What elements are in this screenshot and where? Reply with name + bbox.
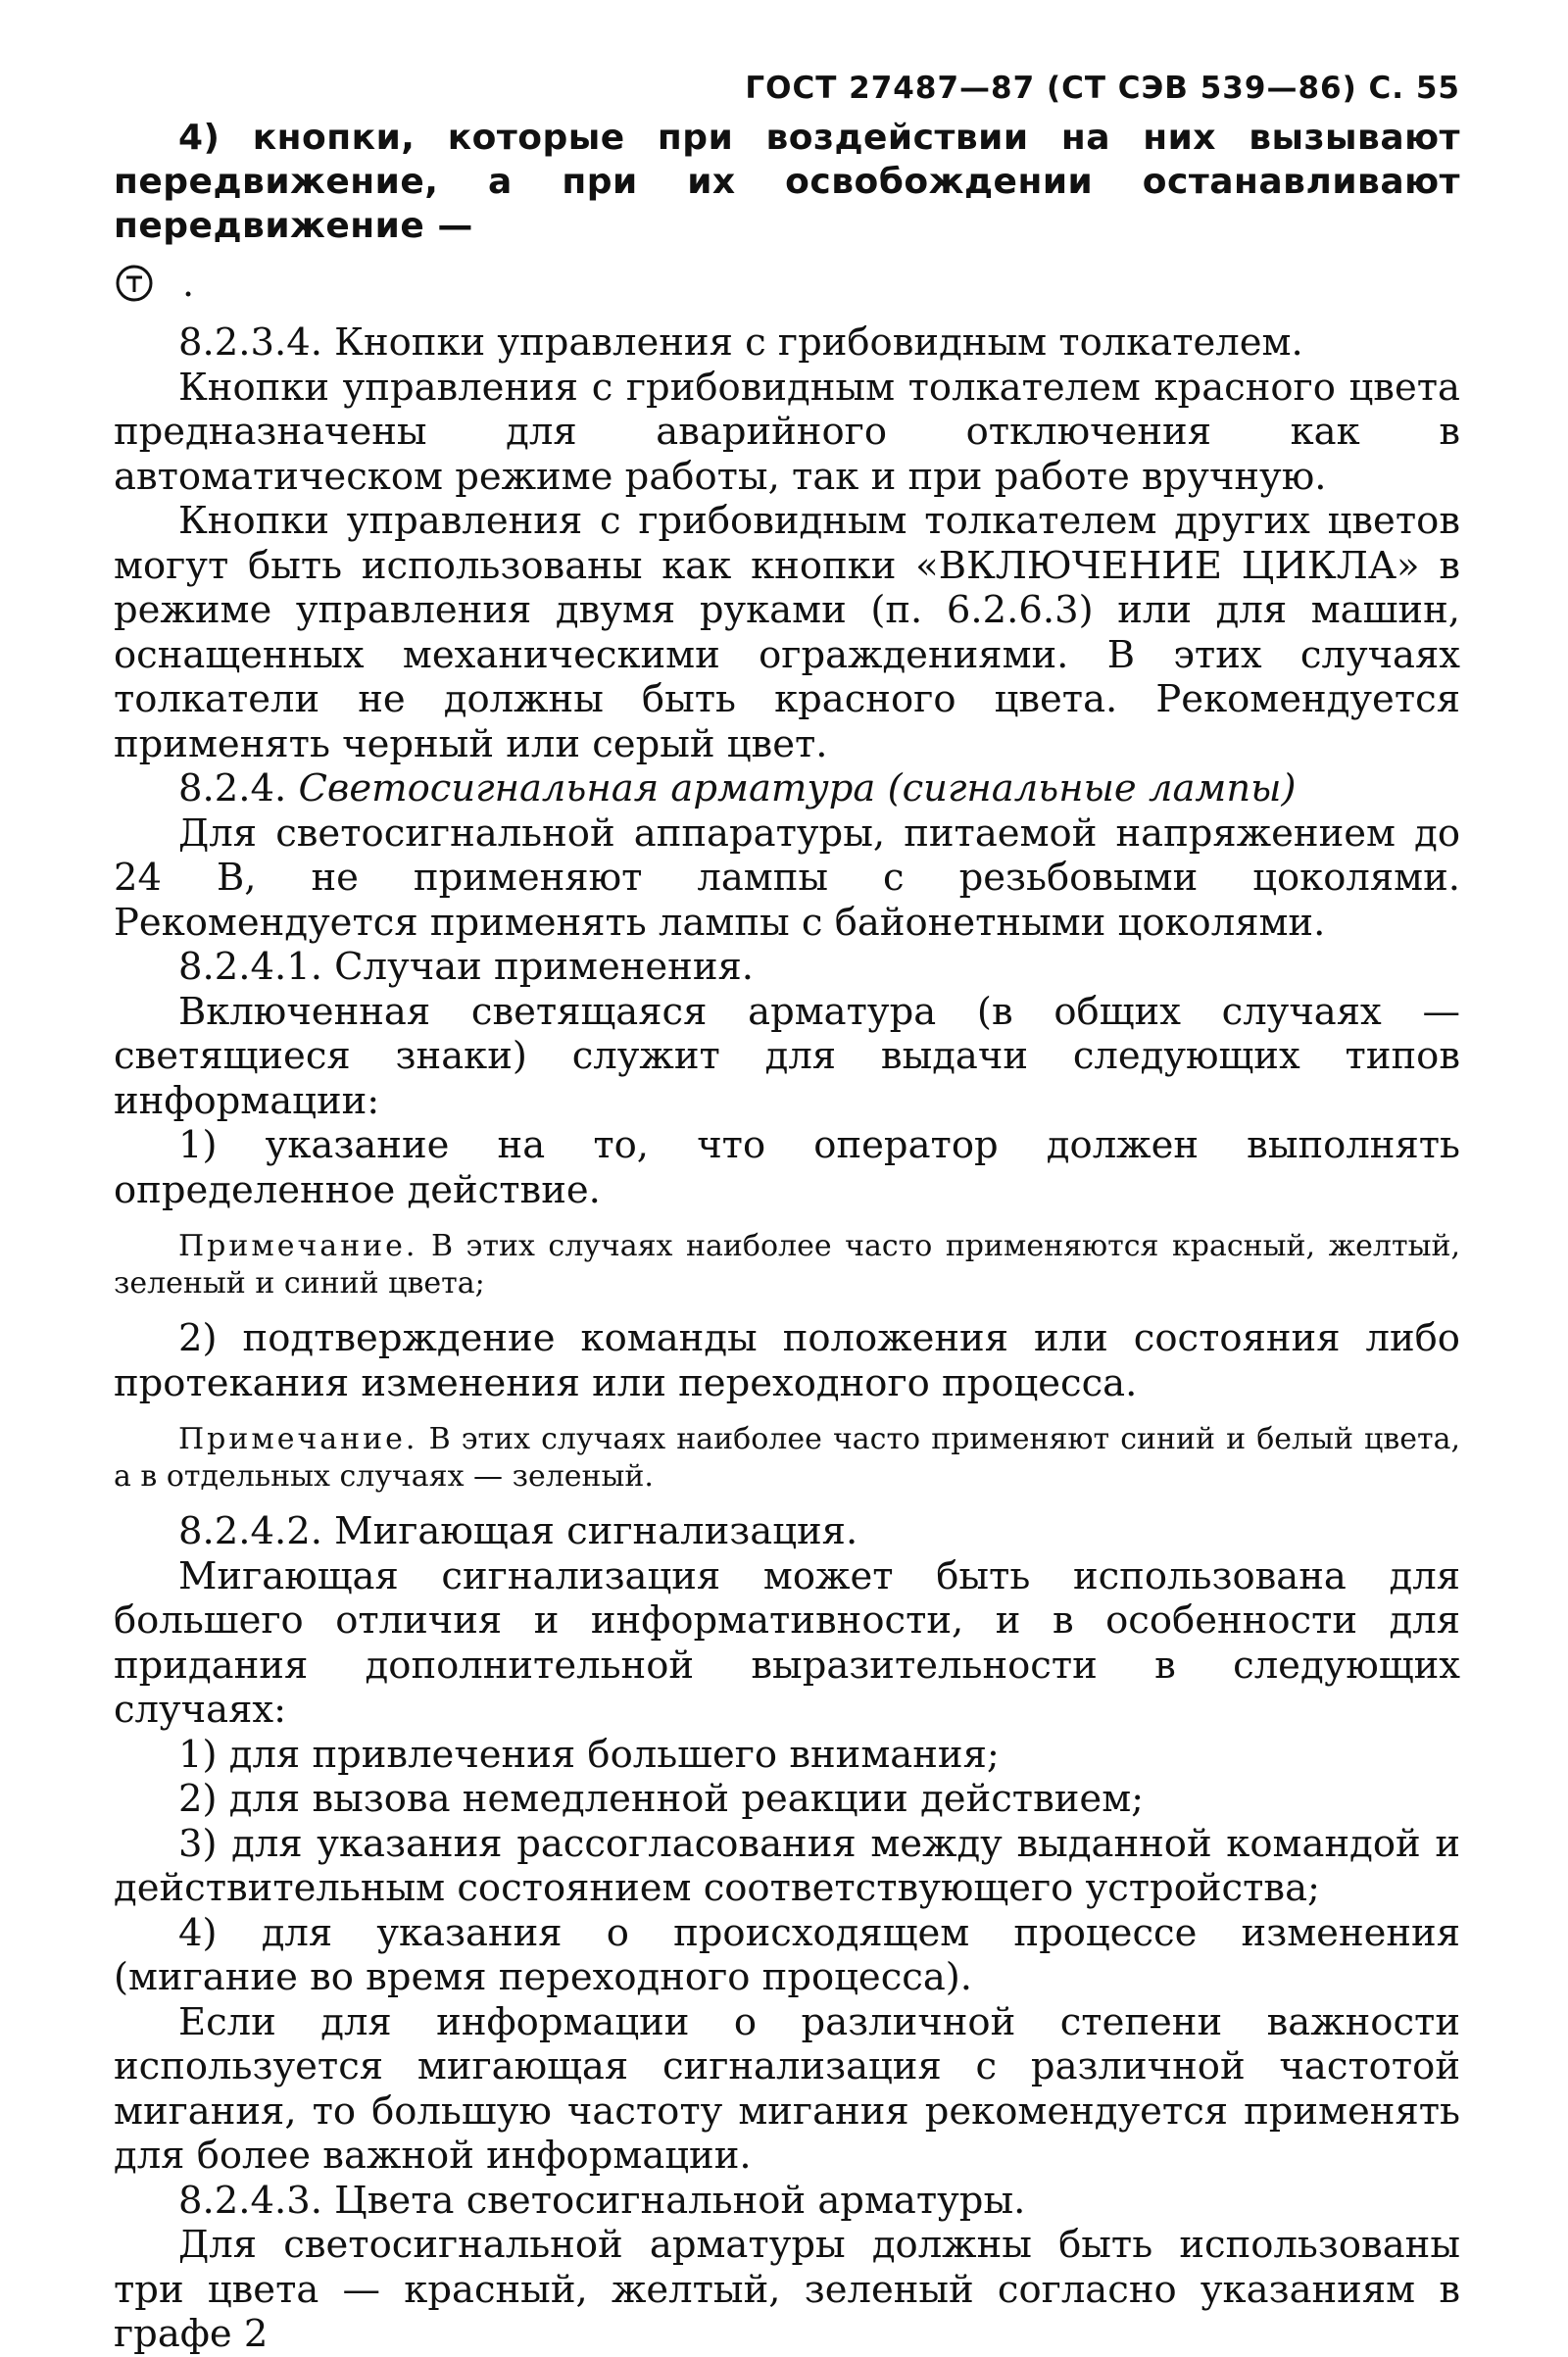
section-8-2-4-paragraph-1: Для светосигнальной аппаратуры, питаемой напряжением до 24 В, не применяют лампы с резьбовыми цоколями. Рекомендуется применять лампы с байонетными цоколями. <box>114 810 1460 945</box>
list-item-4-buttons: 4) кнопки, которые при воздействии на них вызывают передвижение, а при их освобождении останавливают передвижение — <box>114 118 1460 246</box>
section-8-2-4-1-paragraph-1: Включенная светящаяся арматура (в общих случаях — светящиеся знаки) служит для выдачи следующих типов информации: <box>114 989 1460 1123</box>
section-8-2-4-2-item-2: 2) для вызова немедленной реакции действием; <box>178 1777 1145 1821</box>
section-8-2-3-4-paragraph-1: Кнопки управления с грибовидным толкателем красного цвета предназначены для аварийного отключения как в автоматическом режиме работы, так и при работе вручную. <box>114 365 1460 499</box>
section-8-2-3-4-title: 8.2.3.4. Кнопки управления с грибовидным толкателем. <box>178 320 1303 365</box>
section-8-2-4-2-title: 8.2.4.2. Мигающая сигнализация. <box>178 1509 858 1553</box>
note-1-heading: Примечание. <box>178 1229 418 1263</box>
note-2-text: В этих случаях наиболее часто применяют синий и белый цвета, а в отдельных случаях — зеленый. <box>114 1422 1460 1494</box>
page-header: ГОСТ 27487—87 (СТ СЭВ 539—86) С. 55 <box>745 71 1460 106</box>
section-8-2-4-title: Светосигнальная арматура (сигнальные лампы) <box>298 766 1297 810</box>
section-8-2-4-2-paragraph-2: Если для информации о различной степени важности используется мигающая сигнализация с различной частотой мигания, то большую частоту мигания рекомендуется применять для более важной информации. <box>114 1999 1460 2178</box>
section-8-2-3-4-paragraph-2: Кнопки управления с грибовидным толкателем других цветов могут быть использованы как кнопки «ВКЛЮЧЕНИЕ ЦИКЛА» в режиме управления двумя руками (п. 6.2.6.3) или для машин, оснащенных механическими ограждениями. В этих случаях толкатели не должны быть красного цвета. Рекомендуется применять черный или серый цвет. <box>114 499 1460 766</box>
section-8-2-4-2-item-3: 3) для указания рассогласования между выданной командой и действительным состоянием соответствующего устройства; <box>114 1821 1460 1910</box>
circled-t-symbol-icon <box>114 263 155 304</box>
note-2-heading: Примечание. <box>178 1422 418 1456</box>
section-8-2-4-1-title: 8.2.4.1. Случаи применения. <box>178 945 755 989</box>
section-8-2-4-number: 8.2.4. <box>178 766 287 810</box>
section-8-2-4-1-item-2: 2) подтверждение команды положения или состояния либо протекания изменения или переходного процесса. <box>114 1316 1460 1405</box>
symbol-period: . <box>182 262 195 305</box>
section-8-2-4-3-title: 8.2.4.3. Цвета светосигнальной арматуры. <box>178 2178 1026 2223</box>
note-1 <box>114 1228 1460 1302</box>
note-1-text: В этих случаях наиболее часто применяются красный, желтый, зеленый и синий цвета; <box>114 1229 1460 1301</box>
section-8-2-4-heading <box>114 766 1460 811</box>
symbol-line <box>114 258 1460 309</box>
section-8-2-4-3-paragraph-1: Для светосигнальной арматуры должны быть использованы три цвета — красный, желтый, зеленый согласно указаниям в графе 2 <box>114 2223 1460 2356</box>
section-8-2-4-2-paragraph-1: Мигающая сигнализация может быть использована для большего отличия и информативности, и в особенности для придания дополнительной выразительности в следующих случаях: <box>114 1553 1460 1732</box>
section-8-2-4-2-item-1: 1) для привлечения большего внимания; <box>178 1732 1000 1777</box>
section-8-2-4-2-item-4: 4) для указания о происходящем процессе изменения (мигание во время переходного процесса). <box>114 1910 1460 1999</box>
section-8-2-4-1-item-1: 1) указание на то, что оператор должен выполнять определенное действие. <box>114 1123 1460 1212</box>
note-2 <box>114 1421 1460 1496</box>
